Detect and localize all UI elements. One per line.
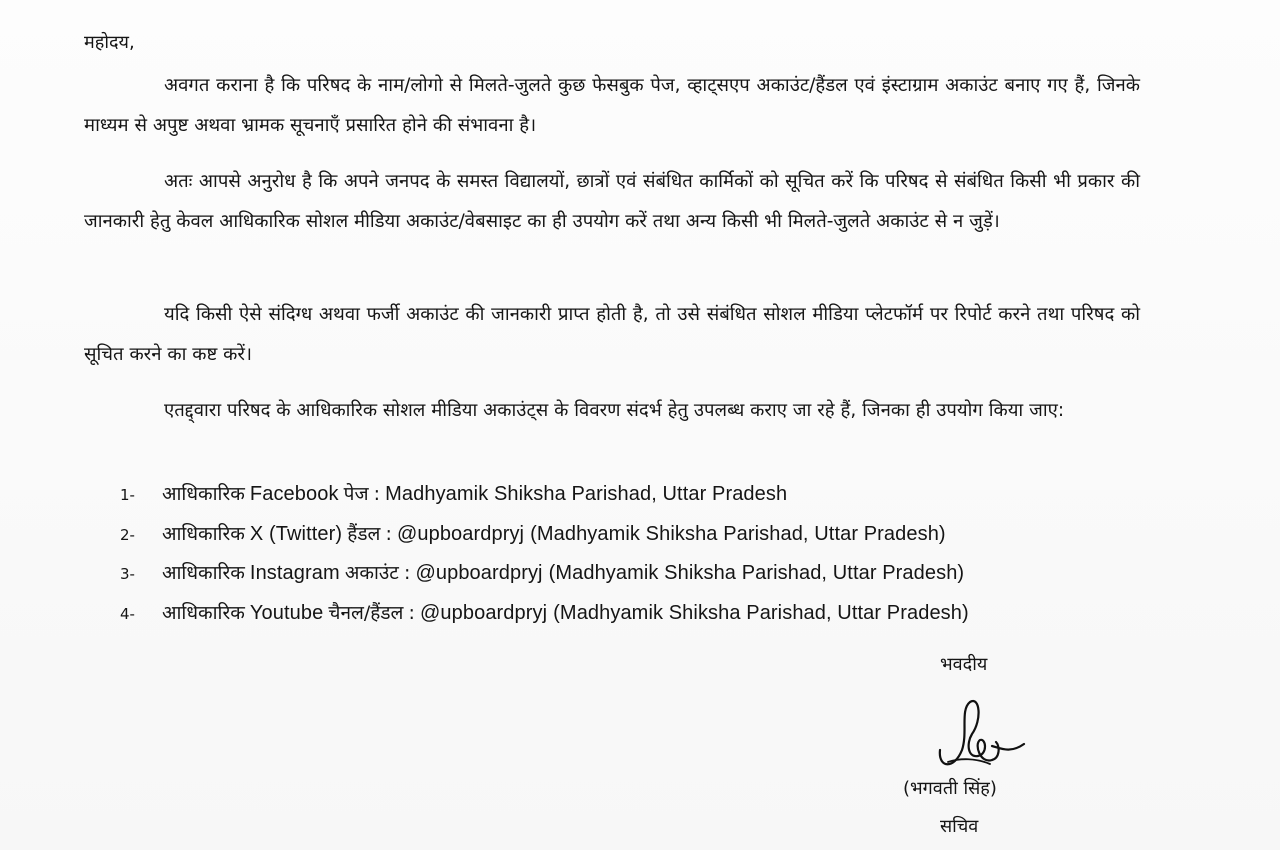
account-prefix: आधिकारिक	[162, 562, 245, 584]
account-platform: Instagram	[249, 562, 340, 584]
account-handle: @upboardpryj	[396, 522, 525, 545]
account-platform: Youtube	[249, 601, 324, 624]
official-accounts-list	[120, 480, 969, 638]
account-item-facebook	[120, 480, 969, 520]
account-handle: @upboardpryj	[420, 601, 548, 624]
account-separator: :	[408, 601, 415, 624]
account-type: चैनल/हैंडल	[328, 601, 404, 624]
list-number: 4-	[120, 604, 135, 623]
account-name: (Madhyamik Shiksha Parishad, Uttar Pradesh)	[553, 601, 969, 624]
account-separator: :	[385, 522, 392, 545]
paragraph-fake-accounts-notice: अवगत कराना है कि परिषद के नाम/लोगो से मिलते-जुलते कुछ फेसबुक पेज, व्हाट्सएप अकाउंट/हैंडल एवं इंस्टाग्राम अकाउंट बनाए गए हैं, जिनके माध्यम से अपुष्ट अथवा भ्रामक सूचनाएँ प्रसारित होने की संभावना है।	[84, 75, 1140, 136]
account-platform: Facebook	[249, 483, 339, 505]
account-name: (Madhyamik Shiksha Parishad, Uttar Pradesh)	[530, 522, 946, 545]
account-type: अकाउंट	[344, 562, 399, 584]
account-item-twitter	[120, 520, 969, 560]
account-type: पेज	[343, 483, 369, 505]
account-platform: X (Twitter)	[249, 522, 343, 545]
list-number: 1-	[120, 486, 135, 504]
account-separator: :	[373, 483, 381, 505]
paragraph-official-accounts-intro: एतद्द्वारा परिषद के आधिकारिक सोशल मीडिया अकाउंट्स के विवरण संदर्भ हेतु उपलब्ध कराए जा रहे हैं, जिनका ही उपयोग किया जाए:	[164, 400, 1065, 421]
account-name: (Madhyamik Shiksha Parishad, Uttar Pradesh)	[548, 562, 965, 584]
handwritten-signature	[920, 688, 1040, 778]
account-prefix: आधिकारिक	[162, 522, 245, 545]
account-name: Madhyamik Shiksha Parishad, Uttar Pradesh	[385, 483, 788, 505]
paragraph-report-suspicious: यदि किसी ऐसे संदिग्ध अथवा फर्जी अकाउंट की जानकारी प्राप्त होती है, तो उसे संबंधित सोशल मीडिया प्लेटफॉर्म पर रिपोर्ट करने तथा परिषद को सूचित करने का कष्ट करें।	[84, 304, 1140, 365]
account-separator: :	[403, 562, 411, 584]
account-item-youtube	[120, 599, 969, 639]
closing-text: भवदीय	[940, 654, 988, 675]
list-number: 3-	[120, 565, 135, 583]
signatory-designation: सचिव	[940, 816, 979, 837]
account-prefix: आधिकारिक	[162, 601, 245, 624]
paragraph-request-to-inform: अतः आपसे अनुरोध है कि अपने जनपद के समस्त विद्यालयों, छात्रों एवं संबंधित कार्मिकों को सूचित करें कि परिषद से संबंधित किसी भी प्रकार की जानकारी हेतु केवल आधिकारिक सोशल मीडिया अकाउंट/वेबसाइट का ही उपयोग करें तथा अन्य किसी भी मिलते-जुलते अकाउंट से न जुड़ें।	[84, 171, 1140, 232]
account-handle: @upboardpryj	[415, 562, 543, 584]
account-type: हैंडल	[347, 522, 381, 545]
list-number: 2-	[120, 525, 135, 544]
account-prefix: आधिकारिक	[162, 483, 245, 505]
account-item-instagram	[120, 559, 969, 599]
salutation: महोदय,	[84, 32, 135, 53]
signatory-name: (भगवती सिंह)	[903, 778, 997, 799]
